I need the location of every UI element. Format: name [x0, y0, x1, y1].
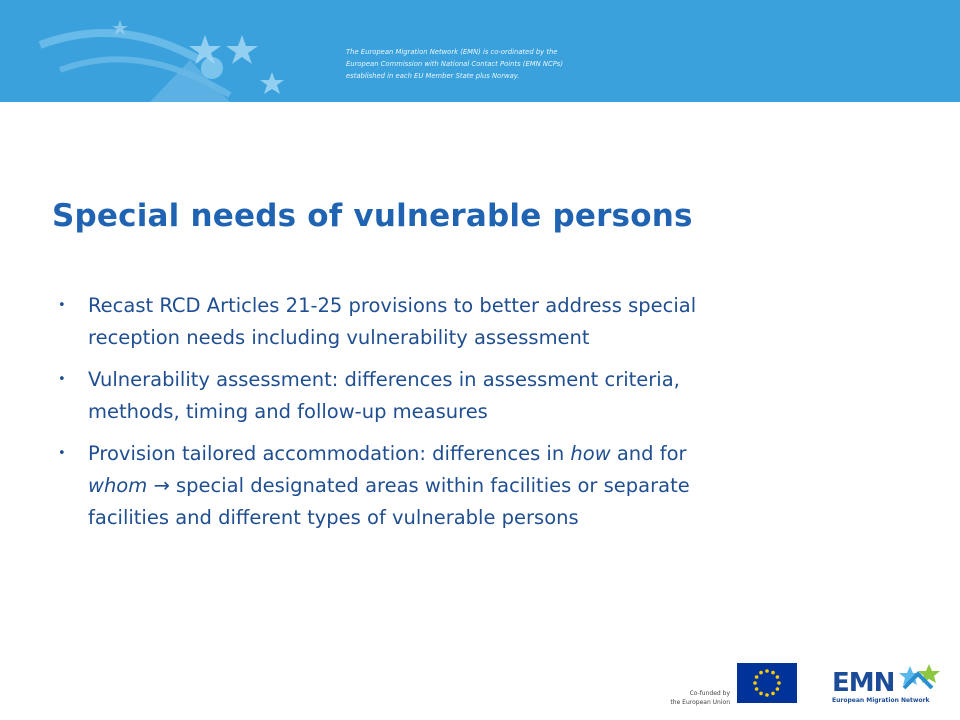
emn-wordmark: EMN — [832, 668, 895, 698]
bullet-icon: • — [58, 298, 66, 313]
banner-line: The European Migration Network (EMN) is co-ordinated by the — [346, 48, 558, 56]
bullet-item — [58, 364, 938, 428]
bullet-line: facilities and different types of vulnerable persons — [88, 506, 579, 529]
header-banner — [0, 0, 960, 102]
cofunded-caption — [640, 689, 730, 707]
bullet-line: methods, timing and follow-up measures — [88, 400, 488, 423]
slide-title: Special needs of vulnerable persons — [52, 198, 693, 234]
bullet-text: special designated areas within facilities or separate — [169, 474, 690, 497]
cofunded-line: the European Union — [670, 699, 730, 706]
emphasis-how: how — [570, 442, 611, 465]
bullet-text: and for — [610, 442, 687, 465]
emn-tagline: European Migration Network — [832, 697, 930, 704]
cofunded-line: Co-funded by — [689, 690, 730, 697]
bullet-item — [58, 290, 938, 354]
bullet-line: reception needs including vulnerability assessment — [88, 326, 590, 349]
arrow-right-icon: → — [153, 474, 170, 497]
emphasis-whom: whom — [88, 474, 148, 497]
bullet-line — [88, 470, 938, 502]
bullet-line: Vulnerability assessment: differences in assessment criteria, — [88, 368, 680, 391]
eu-flag-icon — [737, 663, 797, 703]
bullet-icon: • — [58, 446, 66, 461]
bullet-text: Provision tailored accommodation: differences in — [88, 442, 571, 465]
banner-line: established in each EU Member State plus Norway. — [346, 72, 520, 80]
bullet-item — [58, 438, 938, 534]
bullet-line — [88, 438, 938, 470]
bullet-list — [58, 290, 938, 544]
bullet-line: Recast RCD Articles 21-25 provisions to better address special — [88, 294, 697, 317]
bullet-icon: • — [58, 372, 66, 387]
banner-caption — [346, 46, 606, 82]
banner-line: European Commission with National Contact Points (EMN NCPs) — [346, 60, 563, 68]
